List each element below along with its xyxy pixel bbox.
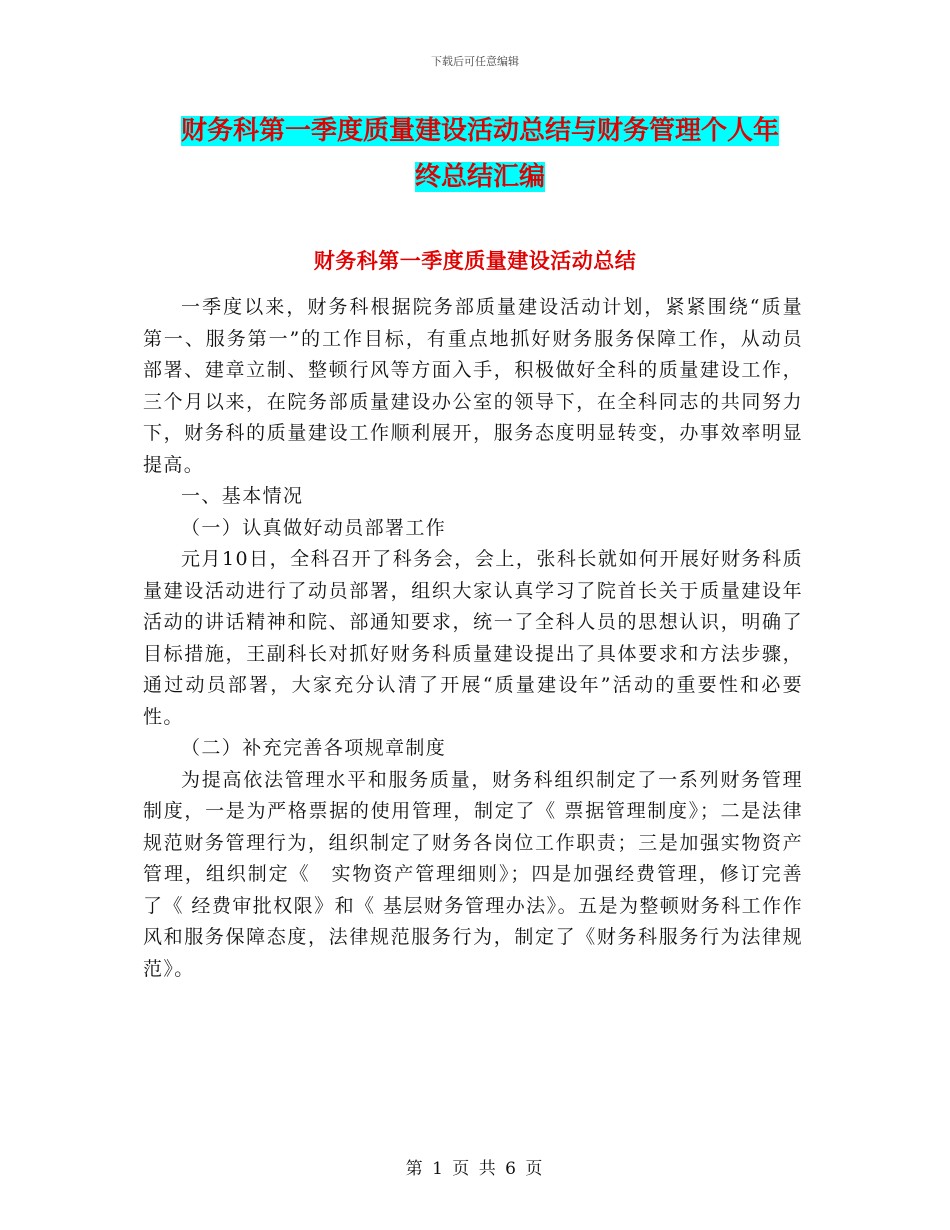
- subheading-regulations: （二）补充完善各项规章制度: [181, 737, 447, 759]
- paragraph-regulations: 为提高依法管理水平和服务质量，财务科组织制定了一系列财务管理制度，一是为严格票据的使用管理，制定了《 票据管理制度》；二是法律规范财务管理行为，组织制定了财务各岗位工作职责；三是加强实物资产管理，组织制定《 实物资产管理细则》；四是加强经费管理，修订完善了《 经费审批权限》和《 基层财务管理办法》。五是为整顿财务科工作作风和服务保障态度，法律规范服务行为，制定了《财务科服务行为法律规范》。: [143, 768, 803, 980]
- paragraph-mobilization: 元月10日，全科召开了科务会，会上，张科长就如何开展好财务科质量建设活动进行了动员部署，组织大家认真学习了院首长关于质量建设年活动的讲话精神和院、部通知要求，统一了全科人员的思想认识，明确了目标措施，王副科长对抓好财务科质量建设提出了具体要求和方法步骤，通过动员部署，大家充分认清了开展“质量建设年”活动的重要性和必要性。: [143, 548, 803, 728]
- header-note: 下载后可任意编辑: [431, 55, 519, 68]
- heading-basic-situation: 一、基本情况: [181, 485, 304, 507]
- document-body: [143, 292, 803, 985]
- title-line-1: 财务科第一季度质量建设活动总结与财务管理个人年: [180, 116, 779, 146]
- page-number: 第 1 页 共 6 页: [405, 1159, 545, 1179]
- subheading-mobilization: （一）认真做好动员部署工作: [181, 516, 447, 539]
- document-title: [140, 108, 820, 200]
- paragraph-intro: 一季度以来，财务科根据院务部质量建设活动计划，紧紧围绕“质量第一、服务第一”的工作目标，有重点地抓好财务服务保障工作，从动员部署、建章立制、整顿行风等方面入手，积极做好全科的质量建设工作，三个月以来，在院务部质量建设办公室的领导下，在全科同志的共同努力下，财务科的质量建设工作顺利展开，服务态度明显转变，办事效率明显提高。: [143, 296, 803, 476]
- section-title: 财务科第一季度质量建设活动总结: [313, 249, 637, 273]
- title-line-2: 终总结汇编: [414, 162, 545, 192]
